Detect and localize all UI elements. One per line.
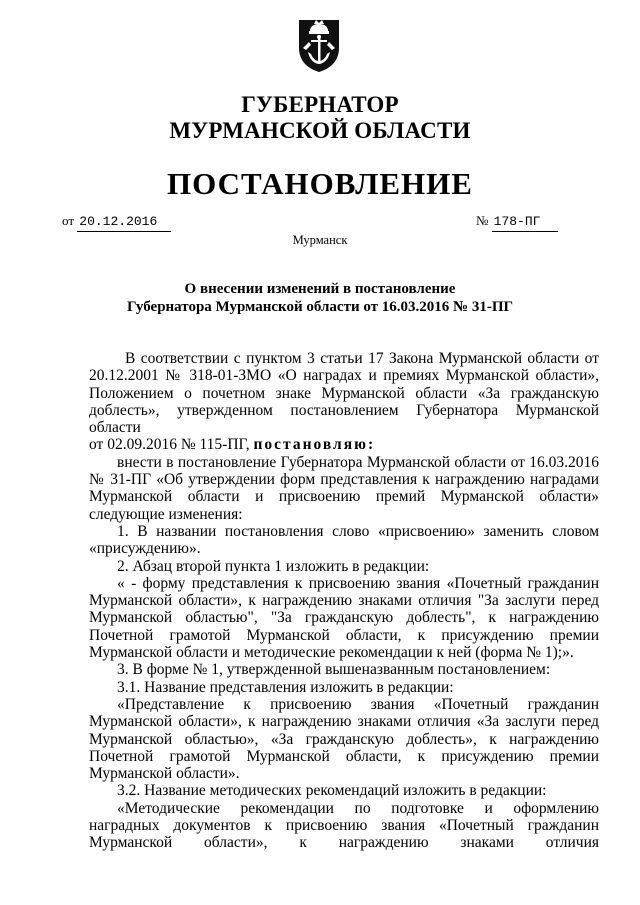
number-value: 178-ПГ	[492, 213, 558, 232]
governor-title-line1: ГУБЕРНАТОР	[241, 92, 399, 117]
text-line: следующие изменения:	[89, 505, 243, 523]
decree-word: постановляю:	[253, 436, 376, 454]
document-date	[62, 212, 171, 232]
coat-of-arms-icon	[297, 18, 341, 73]
text-line: № 31-ПГ «Об утверждении форм представления к награждению наградами	[89, 471, 599, 489]
document-number	[476, 212, 558, 232]
text-line: Мурманской области и присвоению премий Мурманской области»	[89, 488, 599, 506]
text-line	[89, 436, 599, 453]
document-title-line2: Губернатора Мурманской области от 16.03.2016 № 31-ПГ	[126, 299, 514, 315]
text-line: В соответствии с пунктом 3 статьи 17 Закона Мурманской области от	[125, 350, 599, 367]
text-line: 1. В названии постановления слово «присвоению» заменить словом	[117, 522, 599, 540]
text-line: 2. Абзац второй пункта 1 изложить в редакции:	[117, 557, 430, 575]
document-type: ПОСТАНОВЛЕНИЕ	[167, 166, 473, 201]
text-line: доблесть», утвержденном постановлением Губернатора Мурманской области	[89, 401, 599, 437]
text-line: Почетной грамотой Мурманской области, к присуждению премии	[89, 747, 599, 765]
text-line: Мурманской области».	[89, 765, 240, 783]
text-line: Мурманской областью", "За гражданскую доблесть", к награждению	[89, 609, 599, 627]
text-line: наградных документов к присвоению звания «Почетный гражданин	[89, 817, 599, 835]
date-prefix: от	[62, 213, 75, 228]
document-body	[89, 350, 599, 852]
number-prefix: №	[476, 213, 489, 228]
text-line: Мурманской области», к награждению знаками отличия	[89, 834, 599, 852]
text-line: «Методические рекомендации по подготовке и оформлению	[117, 799, 599, 817]
text-line: Мурманской области», к награждению знаками отличия «За заслуги перед	[89, 713, 599, 731]
text-line: Почетной грамотой Мурманской области, к присуждению премии	[89, 626, 599, 644]
document-title-line1: О внесении изменений в постановление	[184, 281, 456, 297]
text-line: 20.12.2001 № 318-01-ЗМО «О наградах и премиях Мурманской области»,	[89, 367, 599, 385]
text-line: Мурманской областью», «За гражданскую доблесть», к награждению	[89, 730, 599, 748]
text-line: Положением о почетном знаке Мурманской области «За гражданскую	[89, 384, 599, 402]
text-line: 3. В форме № 1, утвержденной вышеназванным постановлением:	[117, 661, 551, 679]
text-fragment: от 02.09.2016 № 115-ПГ,	[89, 436, 250, 454]
date-value: 20.12.2016	[77, 213, 171, 232]
text-line: 3.1. Название представления изложить в редакции:	[117, 678, 454, 696]
text-line: «присуждению».	[89, 540, 201, 558]
text-line: Мурманской области», к награждению знаками отличия "За заслуги перед	[89, 592, 599, 610]
text-line: Мурманской области и методические рекомендации к ней (форма № 1);».	[89, 644, 574, 662]
text-line: внести в постановление Губернатора Мурманской области от 16.03.2016	[117, 453, 599, 471]
governor-title-line2: МУРМАНСКОЙ ОБЛАСТИ	[169, 118, 471, 143]
text-line: «Представление к присвоению звания «Почетный гражданин	[117, 695, 599, 713]
text-line: « - форму представления к присвоению звания «Почетный гражданин	[117, 574, 599, 592]
city-name: Мурманск	[292, 233, 348, 247]
text-line: 3.2. Название методических рекомендаций изложить в редакции:	[117, 782, 547, 800]
